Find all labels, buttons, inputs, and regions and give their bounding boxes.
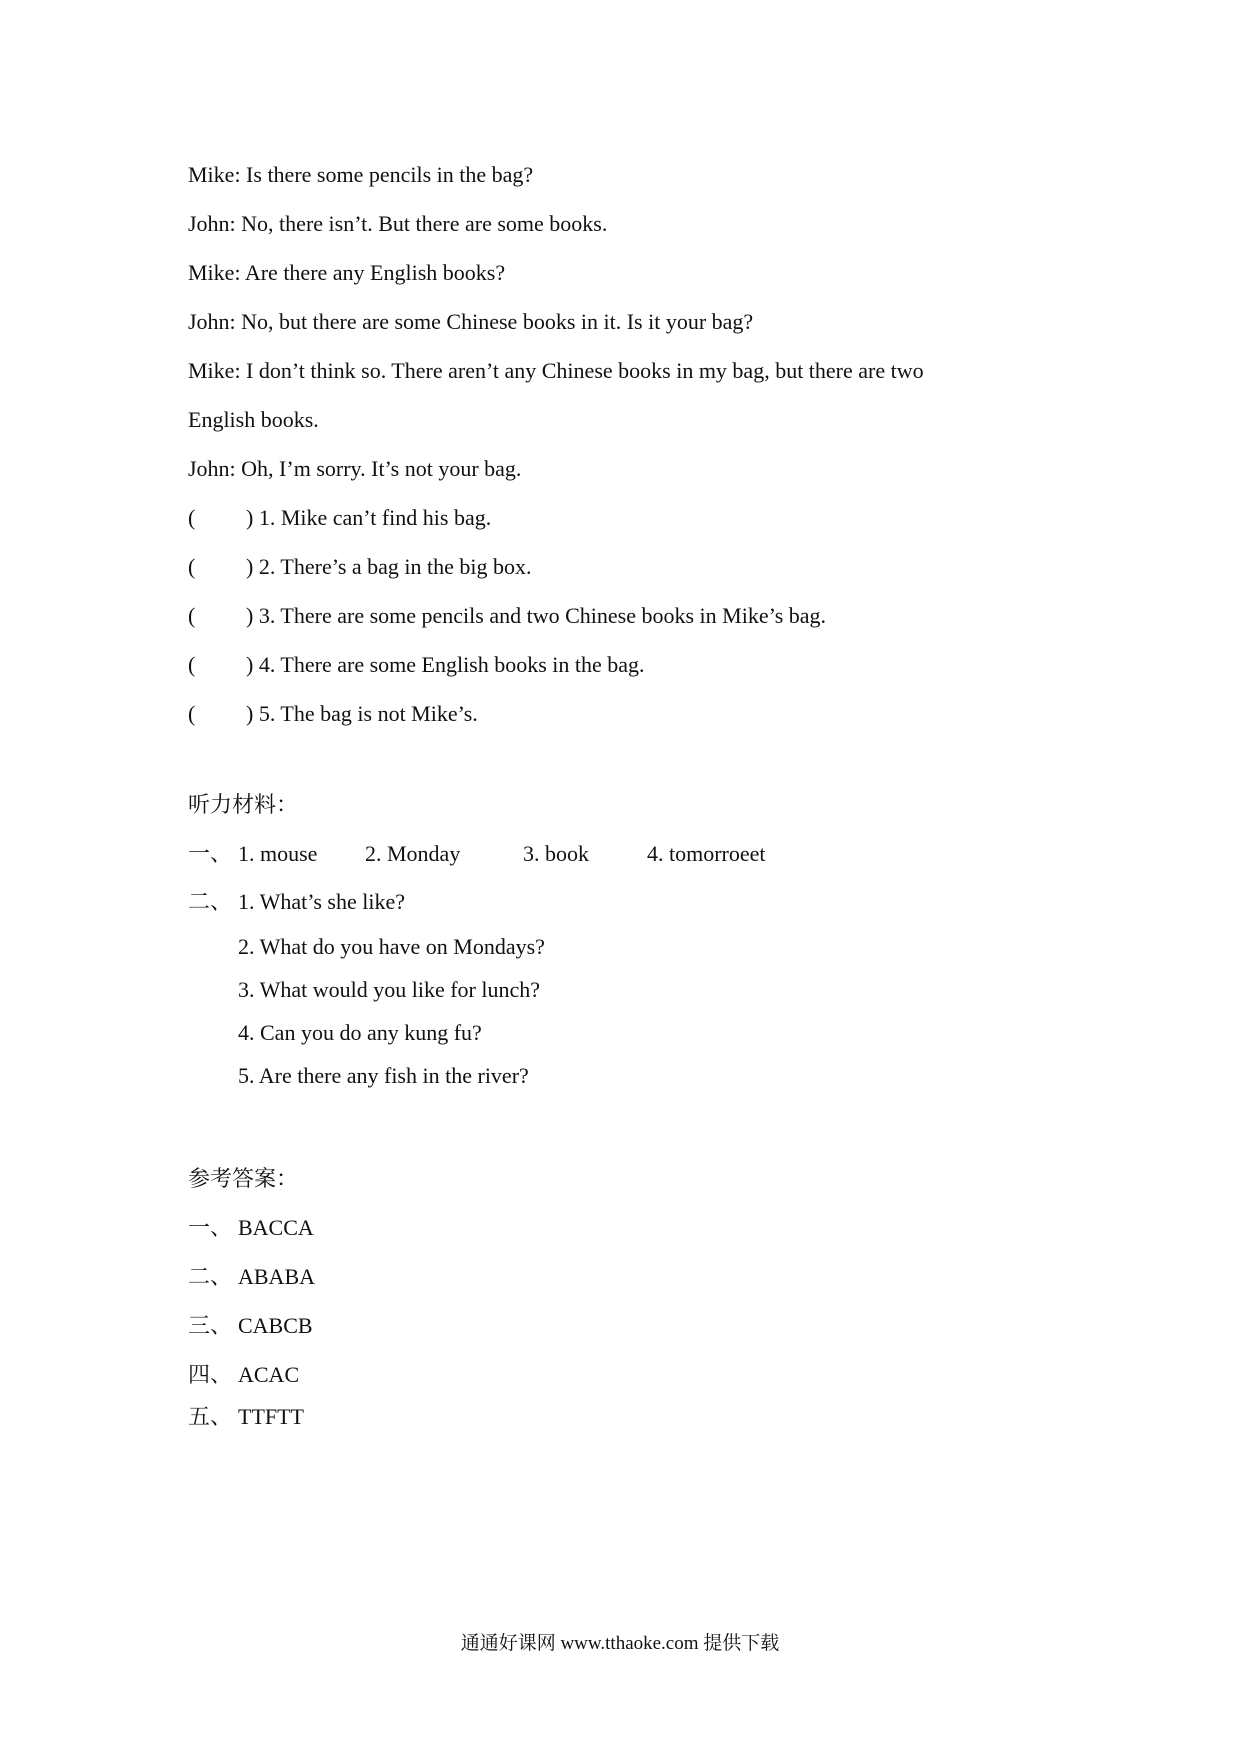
answer-line: [188, 1263, 315, 1291]
section-prefix: 四、: [188, 1362, 233, 1387]
tf-question: [188, 553, 532, 581]
answer-blank-open: (: [188, 505, 196, 530]
listening-heading: 听力材料：: [188, 792, 299, 817]
answer-line: [188, 1403, 304, 1431]
question-text: ) 5. The bag is not Mike’s.: [246, 701, 478, 726]
answer-value: ABABA: [238, 1264, 316, 1289]
dialogue-line: Mike: I don’t think so. There aren’t any Chinese books in my bag, but there are two: [188, 358, 924, 383]
section-prefix: 二、: [188, 1264, 233, 1289]
sentence-item: 2. What do you have on Mondays?: [238, 934, 545, 959]
answer-value: TTFTT: [238, 1404, 304, 1429]
sentence-item: 1. What’s she like?: [238, 889, 405, 914]
section-prefix: 一、: [188, 841, 233, 866]
answer-blank-open: (: [188, 554, 196, 579]
tf-question: [188, 651, 645, 679]
answer-line: [188, 1214, 314, 1242]
answer-blank-open: (: [188, 652, 196, 677]
section-prefix: 一、: [188, 1215, 233, 1240]
section-prefix: 二、: [188, 889, 233, 914]
tf-question: [188, 504, 491, 532]
dialogue-line: English books.: [188, 407, 319, 432]
question-text: ) 4. There are some English books in the bag.: [246, 652, 645, 677]
answer-blank-open: (: [188, 603, 196, 628]
sentence-item: 5. Are there any fish in the river?: [238, 1063, 529, 1088]
question-text: ) 3. There are some pencils and two Chinese books in Mike’s bag.: [246, 603, 827, 628]
dialogue-line: John: Oh, I’m sorry. It’s not your bag.: [188, 456, 522, 481]
dialogue-line: John: No, there isn’t. But there are some books.: [188, 211, 608, 236]
word-item: 3. book: [523, 841, 589, 866]
listening-part2: [188, 888, 405, 916]
dialogue-line: Mike: Are there any English books?: [188, 260, 506, 285]
dialogue-line: Mike: Is there some pencils in the bag?: [188, 162, 534, 187]
listening-part1: [188, 840, 766, 868]
question-text: ) 2. There’s a bag in the big box.: [246, 554, 532, 579]
page-footer: 通通好课网 www.tthaoke.com 提供下载: [460, 1633, 780, 1654]
section-prefix: 五、: [188, 1404, 233, 1429]
question-text: ) 1. Mike can’t find his bag.: [246, 505, 492, 530]
answer-line: [188, 1312, 313, 1340]
sentence-item: 4. Can you do any kung fu?: [238, 1020, 482, 1045]
word-item: 2. Monday: [365, 841, 461, 866]
tf-question: [188, 602, 826, 630]
answer-value: ACAC: [238, 1362, 300, 1387]
word-item: 1. mouse: [238, 841, 318, 866]
word-item: 4. tomorroeet: [647, 841, 766, 866]
tf-question: [188, 700, 478, 728]
answer-line: [188, 1361, 299, 1389]
sentence-item: 3. What would you like for lunch?: [238, 977, 541, 1002]
answer-blank-open: (: [188, 701, 196, 726]
section-prefix: 三、: [188, 1313, 233, 1338]
answers-heading: 参考答案：: [188, 1166, 299, 1191]
answer-value: CABCB: [238, 1313, 313, 1338]
answer-value: BACCA: [238, 1215, 314, 1240]
dialogue-line: John: No, but there are some Chinese books in it. Is it your bag?: [188, 309, 754, 334]
